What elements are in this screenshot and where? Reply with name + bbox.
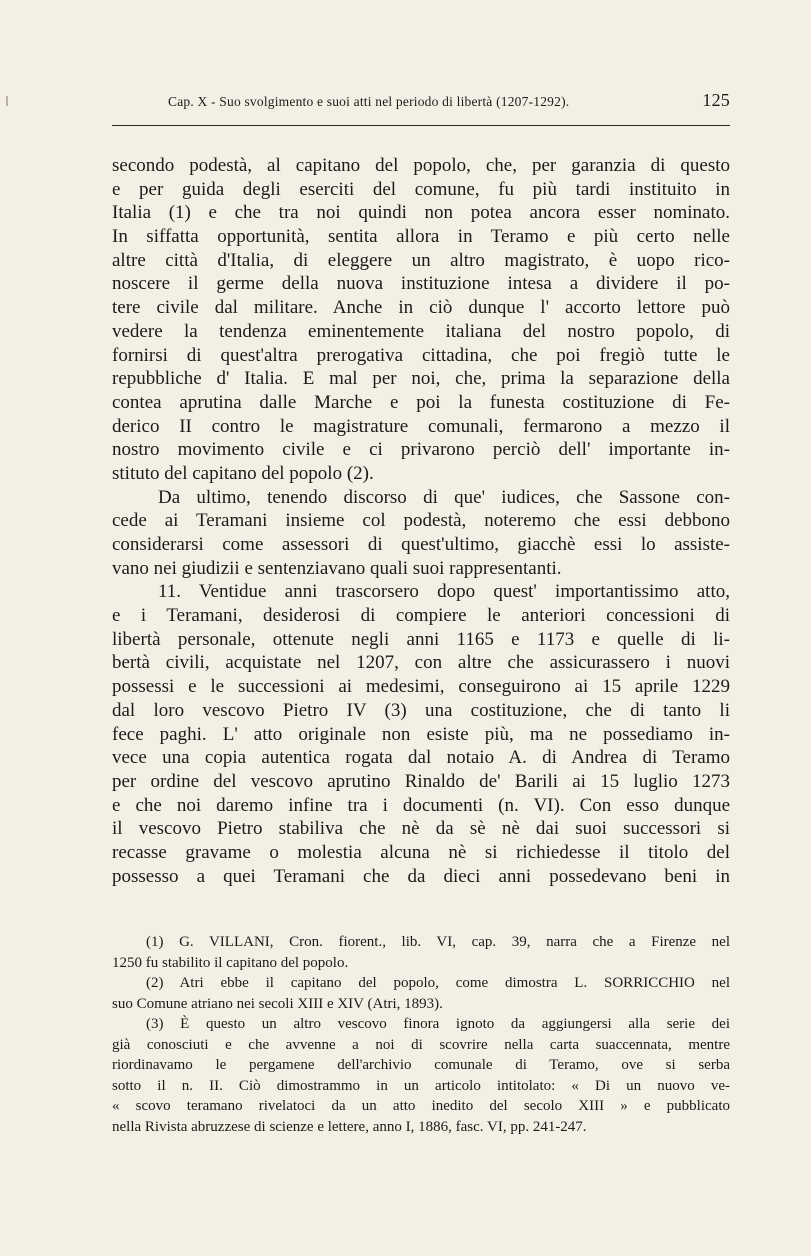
- body-line: possessi e le successioni ai medesimi, conseguirono ai 15 aprile 1229: [112, 676, 730, 698]
- chapter-title: Cap. X - Suo svolgimento e suoi atti nel periodo di libertà (1207-1292).: [168, 94, 570, 109]
- body-line: bertà civili, acquistate nel 1207, con altre che assicurassero i nuovi: [112, 652, 730, 674]
- footnote-line: riordinavamo le pergamene dell'archivio comunale di Teramo, ove si serba: [112, 1057, 730, 1073]
- body-line: fece paghi. L' atto originale non esiste più, ma ne possediamo in-: [112, 723, 730, 745]
- body-line: secondo podestà, al capitano del popolo, che, per garanzia di questo: [112, 155, 730, 176]
- body-line: cede ai Teramani insieme col podestà, noteremo che essi debbono: [112, 510, 730, 532]
- body-text: [112, 154, 730, 888]
- body-line: vedere la tendenza eminentemente italiana del nostro popolo, di: [112, 320, 730, 342]
- body-line: fornirsi di quest'altra prerogativa cittadina, che poi fregiò tutte le: [112, 344, 730, 366]
- body-line: tere civile dal militare. Anche in ciò dunque l' accorto lettore può: [112, 297, 730, 319]
- footnote-line: (3) È questo un altro vescovo finora ignoto da aggiungersi alla serie dei: [146, 1016, 730, 1032]
- body-line: noscere il germe della nuova instituzione intesa a dividere il po-: [112, 273, 730, 295]
- body-line: stituto del capitano del popolo (2).: [112, 462, 374, 484]
- footnote-line: già conosciuti e che avvenne a noi di scovrire nella carta suaccennata, mentre: [112, 1036, 730, 1053]
- body-line: per ordine del vescovo aprutino Rinaldo de' Barili ai 15 luglio 1273: [112, 770, 730, 792]
- page-number: 125: [702, 90, 730, 110]
- footnote-line: « scovo teramano rivelatoci da un atto inedito del secolo XIII » e pubblicato: [112, 1098, 730, 1114]
- body-line: contea aprutina dalle Marche e poi la funesta costituzione di Fe-: [112, 391, 730, 413]
- body-line: repubbliche d' Italia. E mal per noi, che, prima la separazione della: [112, 368, 730, 390]
- body-line: Italia (1) e che tra noi quindi non potea ancora esser nominato.: [112, 202, 730, 224]
- body-line: vano nei giudizii e sentenziavano quali suoi rappresentanti.: [112, 557, 562, 579]
- footnote-line: suo Comune atriano nei secoli XIII e XIV (Atri, 1893).: [112, 995, 443, 1012]
- body-line: altre città d'Italia, di eleggere un altro magistrato, è uopo rico-: [112, 249, 730, 271]
- body-line: recasse gravame o molestia alcuna nè si richiedesse il titolo del: [112, 841, 730, 863]
- body-line: In siffatta opportunità, sentita allora in Teramo e più certo nelle: [112, 226, 730, 248]
- body-line: il vescovo Pietro stabiliva che nè da sè nè dai suoi successori si: [112, 818, 730, 840]
- body-line: vece una copia autentica rogata dal notaio A. di Andrea di Teramo: [112, 747, 730, 769]
- footnote-line: sotto il n. II. Ciò dimostrammo in un articolo intitolato: « Di un nuovo ve-: [112, 1077, 730, 1094]
- footnote-line: 1250 fu stabilito il capitano del popolo.: [112, 954, 349, 971]
- running-head: [112, 90, 730, 114]
- body-line: considerarsi come assessori di quest'ultimo, giacchè essi lo assiste-: [112, 534, 730, 555]
- footnotes: [112, 932, 730, 1137]
- footnote-line: nella Rivista abruzzese di scienze e lettere, anno I, 1886, fasc. VI, pp. 241-247.: [112, 1118, 587, 1135]
- body-line: e per guida degli eserciti del comune, fu più tardi instituito in: [112, 178, 730, 200]
- body-line: dal loro vescovo Pietro IV (3) una costituzione, che di tanto li: [112, 699, 730, 721]
- footnote-line: (1) G. VILLANI, Cron. fiorent., lib. VI, cap. 39, narra che a Firenze nel: [146, 934, 730, 950]
- scan-mark: [6, 96, 8, 106]
- body-line: e i Teramani, desiderosi di compiere le anteriori concessioni di: [112, 605, 730, 627]
- body-line: derico II contro le magistrature comunali, fermarono a mezzo il: [112, 415, 730, 437]
- body-line: 11. Ventidue anni trascorsero dopo quest' importantissimo atto,: [158, 581, 730, 603]
- body-line: nostro movimento civile e ci privarono perciò dell' importante in-: [112, 439, 730, 461]
- body-line: libertà personale, ottenute negli anni 1165 e 1173 e quelle di li-: [112, 628, 730, 650]
- body-line: Da ultimo, tenendo discorso di que' iudices, che Sassone con-: [158, 486, 730, 508]
- body-line: possesso a quei Teramani che da dieci anni possedevano beni in: [112, 865, 730, 887]
- header-rule: [112, 125, 730, 126]
- footnote-line: (2) Atri ebbe il capitano del popolo, come dimostra L. SORRICCHIO nel: [146, 975, 730, 991]
- body-line: e che noi daremo infine tra i documenti (n. VI). Con esso dunque: [112, 794, 730, 816]
